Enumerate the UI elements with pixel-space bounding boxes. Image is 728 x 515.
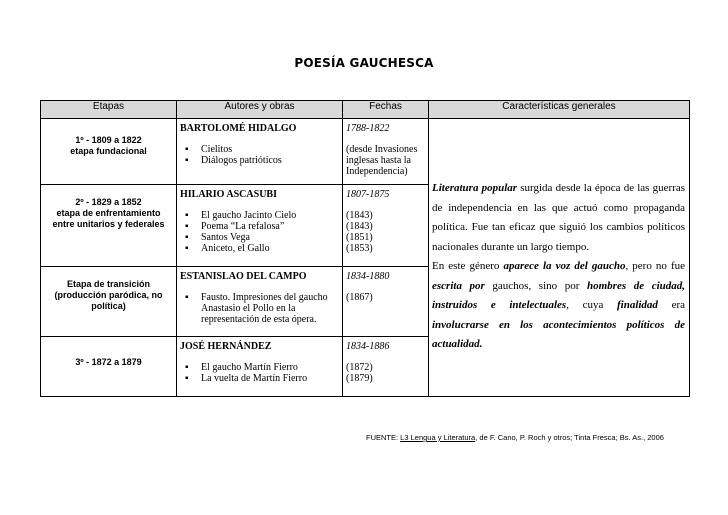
- fecha-obras: [346, 292, 428, 303]
- fecha-obras: [346, 362, 428, 384]
- fecha-autor: 1788-1822: [346, 123, 390, 134]
- list-item: ▪ Santos Vega: [185, 232, 342, 243]
- fecha-cell: [343, 337, 429, 397]
- fecha-autor: 1807-1875: [346, 189, 390, 200]
- obras-list: [177, 210, 342, 254]
- autor-name: HILARIO ASCASUBI: [180, 189, 277, 200]
- etapa-line: 2º - 1829 a 1852: [75, 197, 142, 207]
- source-note: [366, 433, 696, 442]
- fecha-cell: [343, 119, 429, 185]
- caract-text: era: [657, 299, 685, 311]
- etapa-line: 1º - 1809 a 1822: [75, 135, 142, 145]
- etapa-cell: [41, 267, 177, 337]
- header-fechas: Fechas: [343, 101, 429, 119]
- caract-emphasis: Literatura popular: [432, 182, 518, 194]
- list-item: ▪ La vuelta de Martín Fierro: [185, 373, 342, 384]
- fecha-obras: [346, 210, 428, 254]
- autor-cell: [177, 119, 343, 185]
- list-item: ▪ El gaucho Jacinto Cielo: [185, 210, 342, 221]
- fecha-line: (1879): [346, 373, 373, 384]
- list-item: ▪ Diálogos patrióticos: [185, 155, 342, 166]
- caract-emphasis: involucrarse en los acontecimientos políticos de actualidad.: [432, 318, 685, 350]
- caract-text: , cuya: [566, 299, 617, 311]
- list-item: ▪ Aniceto, el Gallo: [185, 243, 342, 254]
- obras-list: [177, 144, 342, 166]
- caract-emphasis: escrita por: [432, 279, 485, 292]
- fecha-line: (1853): [346, 243, 373, 254]
- etapa-line: política): [91, 301, 126, 311]
- fecha-autor: 1834-1880: [346, 271, 390, 282]
- etapa-line: etapa de enfrentamiento: [56, 208, 161, 218]
- fecha-line: (1851): [346, 232, 373, 243]
- caract-text: surgida desde la época de las guerras de independencia en las que actuó como propaganda política. Fue tan eficaz que siguió los cambios políticos nacionales durante un largo tiempo.: [432, 182, 686, 253]
- fecha-line: Independencia): [346, 166, 408, 177]
- obras-list: [177, 362, 342, 384]
- caract-emphasis: aparece la voz del gaucho: [503, 260, 626, 272]
- caract-emphasis: finalidad: [616, 299, 658, 311]
- autor-cell: [177, 185, 343, 267]
- autor-cell: [177, 337, 343, 397]
- fecha-autor: 1834-1886: [346, 341, 390, 352]
- poesia-table: [40, 100, 690, 397]
- page-title: POESÍA GAUCHESCA: [294, 56, 434, 70]
- caract-paragraph-2: [432, 257, 685, 355]
- list-item: ▪ Cielitos: [185, 144, 342, 155]
- etapa-line: (producción paródica, no: [54, 290, 163, 300]
- fecha-cell: [343, 185, 429, 267]
- header-autores: Autores y obras: [177, 101, 343, 119]
- caract-text: gauchos, sino por: [484, 279, 587, 292]
- etapa-line: 3º - 1872 a 1879: [75, 357, 142, 367]
- fecha-line: (1843): [346, 210, 373, 221]
- caract-paragraph-1: [432, 179, 685, 257]
- fecha-line: (1867): [346, 292, 373, 303]
- caract-text: En este género: [432, 260, 504, 272]
- list-item: ▪ Poema “La refalosa”: [185, 221, 342, 232]
- fecha-line: (1843): [346, 221, 373, 232]
- autor-name: JOSÉ HERNÁNDEZ: [180, 341, 272, 352]
- fecha-line: inglesas hasta la: [346, 155, 411, 166]
- autor-name: BARTOLOMÉ HIDALGO: [180, 123, 297, 134]
- fecha-line: (1872): [346, 362, 373, 373]
- header-caracteristicas: Características generales: [429, 101, 690, 119]
- source-details: , de F. Cano, P. Roch y otros; Tinta Fresca; Bs. As., 2006: [475, 433, 664, 442]
- source-book-title: L3 Lengua y Literatura: [400, 433, 476, 442]
- obras-list: [177, 292, 342, 325]
- etapa-cell: [41, 119, 177, 185]
- fecha-line: (desde Invasiones: [346, 144, 418, 155]
- etapa-line: entre unitarios y federales: [52, 219, 165, 229]
- header-etapas: Etapas: [41, 101, 177, 119]
- autor-name: ESTANISLAO DEL CAMPO: [180, 271, 307, 282]
- etapa-line: Etapa de transición: [66, 279, 151, 289]
- caract-text: , pero no fue: [625, 260, 686, 272]
- caracteristicas-cell: [429, 119, 690, 397]
- autor-cell: [177, 267, 343, 337]
- list-item: ▪ Fausto. Impresiones del gaucho Anastasio el Pollo en la representación de esta ópera.: [185, 292, 342, 325]
- source-prefix: FUENTE:: [366, 433, 401, 442]
- table-row: [41, 119, 690, 185]
- fecha-cell: [343, 267, 429, 337]
- fecha-obras: [346, 144, 428, 177]
- table-header-row: [41, 101, 690, 119]
- caract-emphasis: hombres de ciudad, instruidos e intelectuales: [432, 279, 685, 311]
- etapa-cell: [41, 337, 177, 397]
- etapa-line: etapa fundacional: [70, 146, 147, 156]
- etapa-cell: [41, 185, 177, 267]
- list-item: ▪ El gaucho Martín Fierro: [185, 362, 342, 373]
